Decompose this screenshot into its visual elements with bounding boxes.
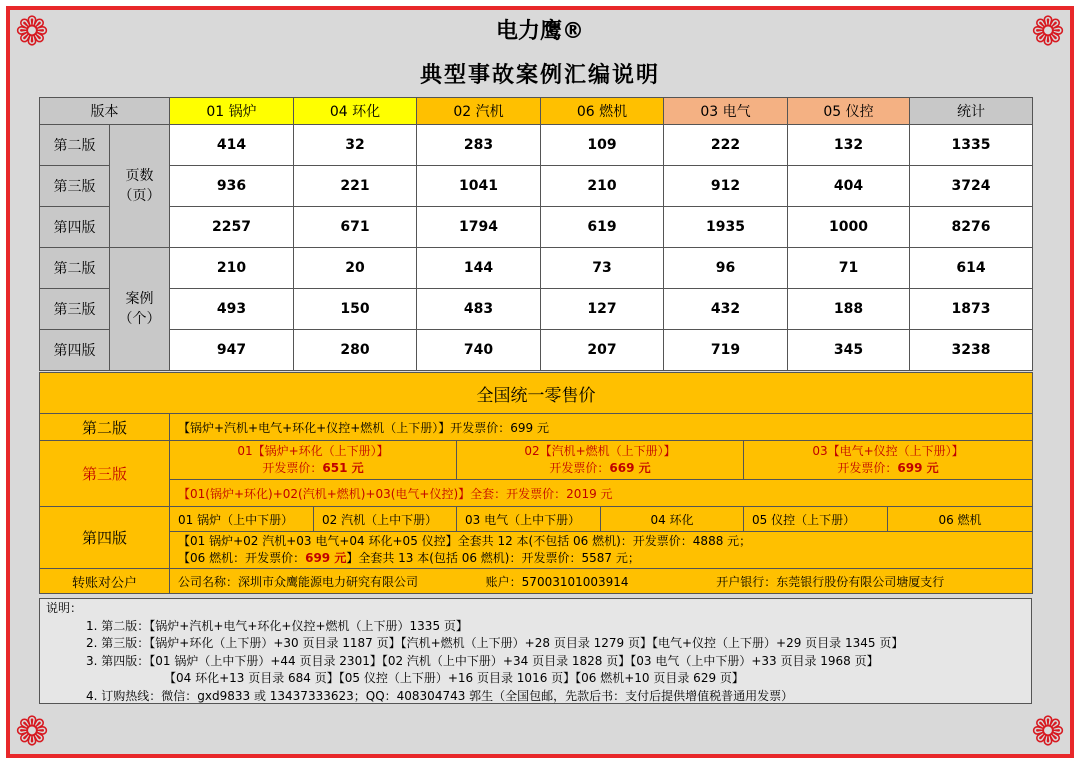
pack-name: 01【锅炉+环化（上下册）】: [237, 444, 389, 458]
table-row: [40, 166, 1033, 207]
table-cell: 132: [788, 125, 910, 166]
edition-label: 第二版: [40, 414, 170, 441]
transfer-info: [170, 569, 1033, 594]
table-cell: 96: [664, 248, 788, 289]
note-item: 2. 第三版：【锅炉+环化（上下册）+30 页目录 1187 页】【汽机+燃机（上下册）+28 页目录 1279 页】【电气+仪控（上下册）+29 页目录 1345 页】: [86, 636, 904, 650]
edition-label: 第四版: [40, 507, 170, 569]
table-cell: 1000: [788, 207, 910, 248]
table-cell: 8276: [910, 207, 1033, 248]
table-cell: 671: [294, 207, 417, 248]
bank-name: 开户银行：东莞银行股份有限公司塘厦支行: [716, 574, 945, 589]
ornament-icon: ❁: [15, 709, 49, 755]
table-cell: 345: [788, 330, 910, 371]
ornament-icon: ❁: [1031, 709, 1065, 755]
table-cell: 221: [294, 166, 417, 207]
table-cell: 2257: [170, 207, 294, 248]
table-cell: 719: [664, 330, 788, 371]
price-pack: [744, 441, 1033, 480]
table-row: [40, 207, 1033, 248]
item-cell: 04 环化: [601, 507, 744, 532]
item-cell: 05 仪控（上下册）: [744, 507, 888, 532]
table-cell: 432: [664, 289, 788, 330]
price-pack: [457, 441, 744, 480]
table-cell: 222: [664, 125, 788, 166]
pack-name: 02【汽机+燃机（上下册）】: [524, 444, 676, 458]
item-cell: 02 汽机（上中下册）: [314, 507, 457, 532]
brand-title: 电力鹰®: [495, 19, 584, 44]
price-line: 【06 燃机：开发票价：699 元】全套共 13 本(包括 06 燃机)：开发票价：5587 元；: [178, 551, 640, 565]
col-header: 06 燃机: [541, 98, 664, 125]
ornament-icon: ❁: [1031, 9, 1065, 55]
col-header: 03 电气: [664, 98, 788, 125]
table-cell: 188: [788, 289, 910, 330]
col-header: 统计: [910, 98, 1033, 125]
table-cell: 912: [664, 166, 788, 207]
price-line: 【01(锅炉+环化)+02(汽机+燃机)+03(电气+仪控)】全套：开发票价：2019 元: [170, 480, 1033, 507]
table-cell: 947: [170, 330, 294, 371]
pack-name: 03【电气+仪控（上下册）】: [812, 444, 964, 458]
price-line: 【01 锅炉+02 汽机+03 电气+04 环化+05 仪控】全套共 12 本(不包括 06 燃机)：开发票价：4888 元；: [178, 534, 752, 548]
price-sets: [170, 532, 1033, 569]
col-header: 04 环化: [294, 98, 417, 125]
table-cell: 1794: [417, 207, 541, 248]
table-cell: 150: [294, 289, 417, 330]
edition-label: 第四版: [40, 207, 110, 248]
table-row: [40, 125, 1033, 166]
edition-label: 第二版: [40, 248, 110, 289]
table-cell: 71: [788, 248, 910, 289]
table-cell: 283: [417, 125, 541, 166]
note-item: 4. 订购热线：微信：gxd9833 或 13437333623；QQ：408304743 郭生（全国包邮，先款后书：支付后提供增值税普通用发票）: [86, 688, 794, 703]
table-cell: 3238: [910, 330, 1033, 371]
note-item: 3. 第四版：【01 锅炉（上中下册）+44 页目录 2301】【02 汽机（上中下册）+34 页目录 1828 页】【03 电气（上中下册）+33 页目录 1968 页】: [86, 653, 879, 668]
table-cell: 619: [541, 207, 664, 248]
item-cell: 06 燃机: [888, 507, 1033, 532]
pages-label: 页数 （页）: [110, 125, 170, 248]
pack-price: 开发票价：651 元: [262, 461, 364, 475]
page-title: 典型事故案例汇编说明: [419, 63, 660, 88]
table-cell: 1873: [910, 289, 1033, 330]
table-row: [40, 289, 1033, 330]
table-cell: 414: [170, 125, 294, 166]
table-header-row: [40, 98, 1033, 125]
table-cell: 280: [294, 330, 417, 371]
stats-table: [39, 97, 1033, 371]
table-row: [40, 330, 1033, 371]
pricing-title: 全国统一零售价: [40, 373, 1033, 414]
note-item: 【04 环化+13 页目录 684 页】【05 仪控（上下册）+16 页目录 1016 页】【06 燃机+10 页目录 629 页】: [164, 671, 744, 685]
pricing-table: [39, 372, 1033, 594]
price-line: 【锅炉+汽机+电气+环化+仪控+燃机（上下册）】开发票价：699 元: [170, 414, 1033, 441]
price-pack: [170, 441, 457, 480]
edition-header: 版本: [40, 98, 170, 125]
company-name: 公司名称：深圳市众鹰能源电力研究有限公司: [178, 574, 419, 589]
table-cell: 127: [541, 289, 664, 330]
item-cell: 03 电气（上中下册）: [457, 507, 601, 532]
table-cell: 483: [417, 289, 541, 330]
edition-label: 第四版: [40, 330, 110, 371]
account-number: 账户：57003101003914: [485, 574, 629, 589]
table-cell: 32: [294, 125, 417, 166]
table-cell: 207: [541, 330, 664, 371]
table-cell: 740: [417, 330, 541, 371]
table-cell: 20: [294, 248, 417, 289]
ornament-icon: ❁: [15, 9, 49, 55]
col-header: 02 汽机: [417, 98, 541, 125]
table-cell: 3724: [910, 166, 1033, 207]
edition-label: 第三版: [40, 166, 110, 207]
pack-price: 开发票价：669 元: [549, 461, 651, 475]
table-cell: 210: [541, 166, 664, 207]
pack-price: 开发票价：699 元: [837, 461, 939, 475]
table-cell: 493: [170, 289, 294, 330]
table-cell: 73: [541, 248, 664, 289]
table-cell: 614: [910, 248, 1033, 289]
table-cell: 1935: [664, 207, 788, 248]
table-row: [40, 248, 1033, 289]
table-cell: 1041: [417, 166, 541, 207]
edition-label: 第三版: [40, 441, 170, 507]
col-header: 05 仪控: [788, 98, 910, 125]
item-cell: 01 锅炉（上中下册）: [170, 507, 314, 532]
notes-title: 说明：: [46, 601, 83, 615]
note-item: 1. 第二版：【锅炉+汽机+电气+环化+仪控+燃机（上下册）1335 页】: [86, 618, 468, 633]
table-cell: 210: [170, 248, 294, 289]
cases-label: 案例 （个）: [110, 248, 170, 371]
table-cell: 1335: [910, 125, 1033, 166]
table-cell: 936: [170, 166, 294, 207]
transfer-label: 转账对公户: [40, 569, 170, 594]
edition-label: 第三版: [40, 289, 110, 330]
notes-panel: [39, 598, 1032, 704]
table-cell: 144: [417, 248, 541, 289]
table-cell: 404: [788, 166, 910, 207]
table-cell: 109: [541, 125, 664, 166]
edition-label: 第二版: [40, 125, 110, 166]
col-header: 01 锅炉: [170, 98, 294, 125]
